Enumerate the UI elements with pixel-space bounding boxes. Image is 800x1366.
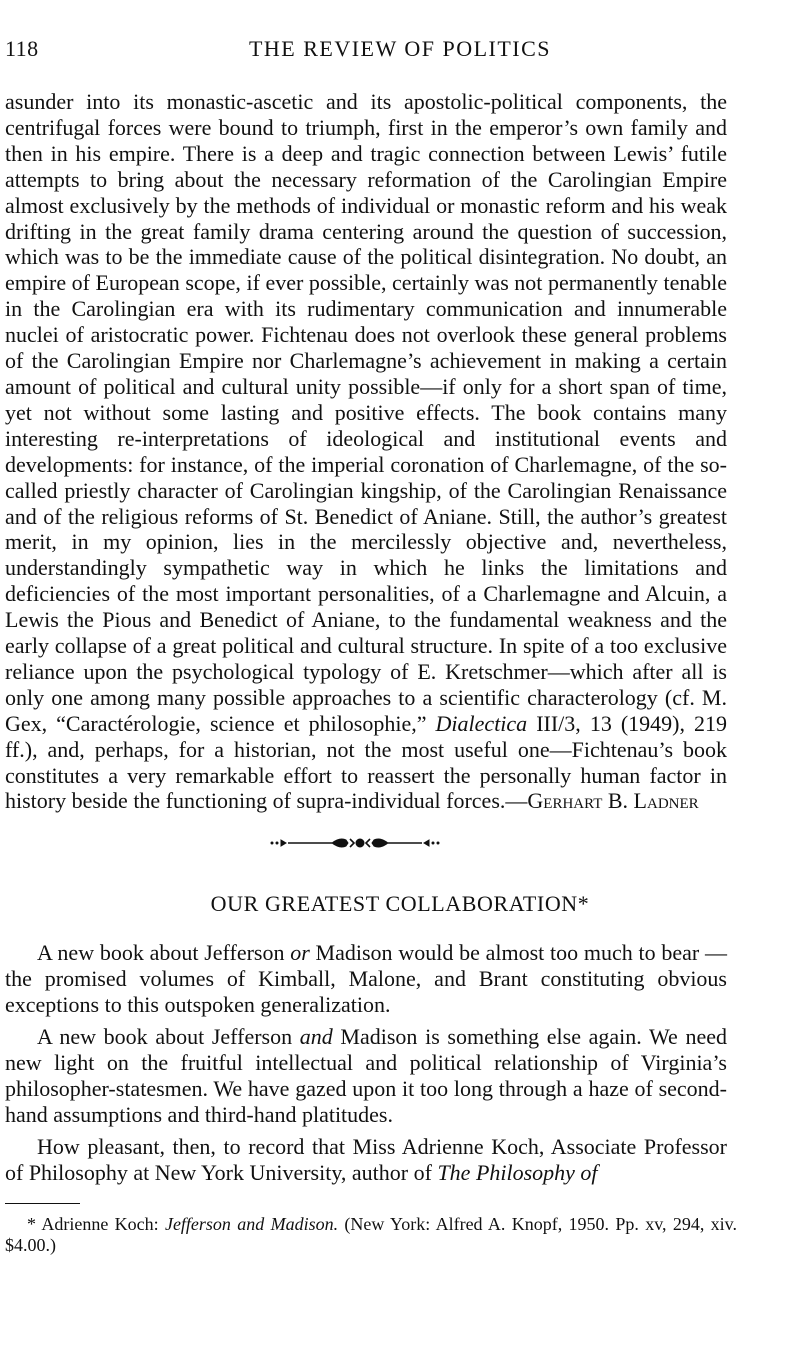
page-number: 118 [5,36,39,61]
running-head: THE REVIEW OF POLITICS [248,36,552,61]
body-paragraph: A new book about Jefferson and Madison is something else again. We need new light on the fruitful intellectual and political relationship of Virginia’s philosopher-statesmen. We have gazed upon it too long through a haze of second-hand assumptions and third-hand platitudes. [5,1024,727,1127]
review-body: asunder into its monastic-ascetic and its apostolic-political components, the centrifugal forces were bound to triumph, first in the emperor’s own family and then in his empire. There is a deep and tragic connection between Lewis’ futile attempts to bring about the necessary reformation of the Carolingian Empire almost exclusively by the methods of individual or monastic reform and his weak drifting in the great family drama centering around the question of succession, which was to be the immediate cause of the political disintegration. No doubt, an empire of European scope, if ever possible, certainly was not permanently tenable in the Carolingian era with its rudimentary communication and innumerable nuclei of aristocratic power. Fichtenau does not overlook these general problems of the Carolingian Empire nor Charlemagne’s achievement in making a certain amount of political and cultural unity possible—if only for a short span of time, yet not without some lasting and positive effects. The book contains many interesting re-interpretations of ideological and institutional events and developments: for instance, of the imperial coronation of Charlemagne, of the so-called priestly character of Carolingian kingship, of the Carolingian Renaissance and of the religious reforms of St. Benedict of Aniane. Still, the author’s greatest merit, in my opinion, lies in the mercilessly objective and, nevertheless, understandingly sympathetic way in which he links the limitations and deficiencies of the most important personalities, of a Charlemagne and Alcuin, a Lewis the Pious and Benedict of Aniane, to the fundamental weakness and the early collapse of a great political and cultural structure. In spite of a too exclusive reliance upon the psychological typology of E. Kretschmer—which after all is only one among many possible approaches to a scientific characterology (cf. M. Gex, “Caractérologie, science et philosophie,” [5,89,727,736]
review-citation-tail: III/3, 13 (1949), 219 ff.), and, perhaps, for a historian, not the most useful one—Fichtenau’s book constitutes a very remarkable effort to reassert the personally human factor in history beside the functioning of supra-individual forces.— [5,710,728,814]
review-paragraph [5,89,727,814]
body-paragraph: How pleasant, then, to record that Miss Adrienne Koch, Associate Professor of Philosophy at New York University, author of The Philosophy of [5,1134,727,1185]
footnote-rule [5,1203,80,1204]
section-divider-ornament [250,835,460,851]
emphasis: and [299,1024,333,1049]
body-paragraph: A new book about Jefferson or Madison would be almost too much to bear —the promised volumes of Kimball, Malone, and Brant constituting obvious exceptions to this outspoken generalization. [5,940,728,1017]
journal-title: Dialectica [435,710,528,736]
footnote-book-title: Jefferson and Madison. [164,1214,339,1234]
footnote: * Adrienne Koch: Jefferson and Madison. (New York: Alfred A. Knopf, 1950. Pp. xv, 294, xiv. $4.00.) [5,1214,738,1255]
reviewer-signature: Gerhart B. Ladner [527,788,699,814]
book-title: The Philosophy of [437,1159,598,1185]
section-title: OUR GREATEST COLLABORATION* [210,891,590,916]
page-header [0,36,800,66]
emphasis: or [290,940,310,965]
